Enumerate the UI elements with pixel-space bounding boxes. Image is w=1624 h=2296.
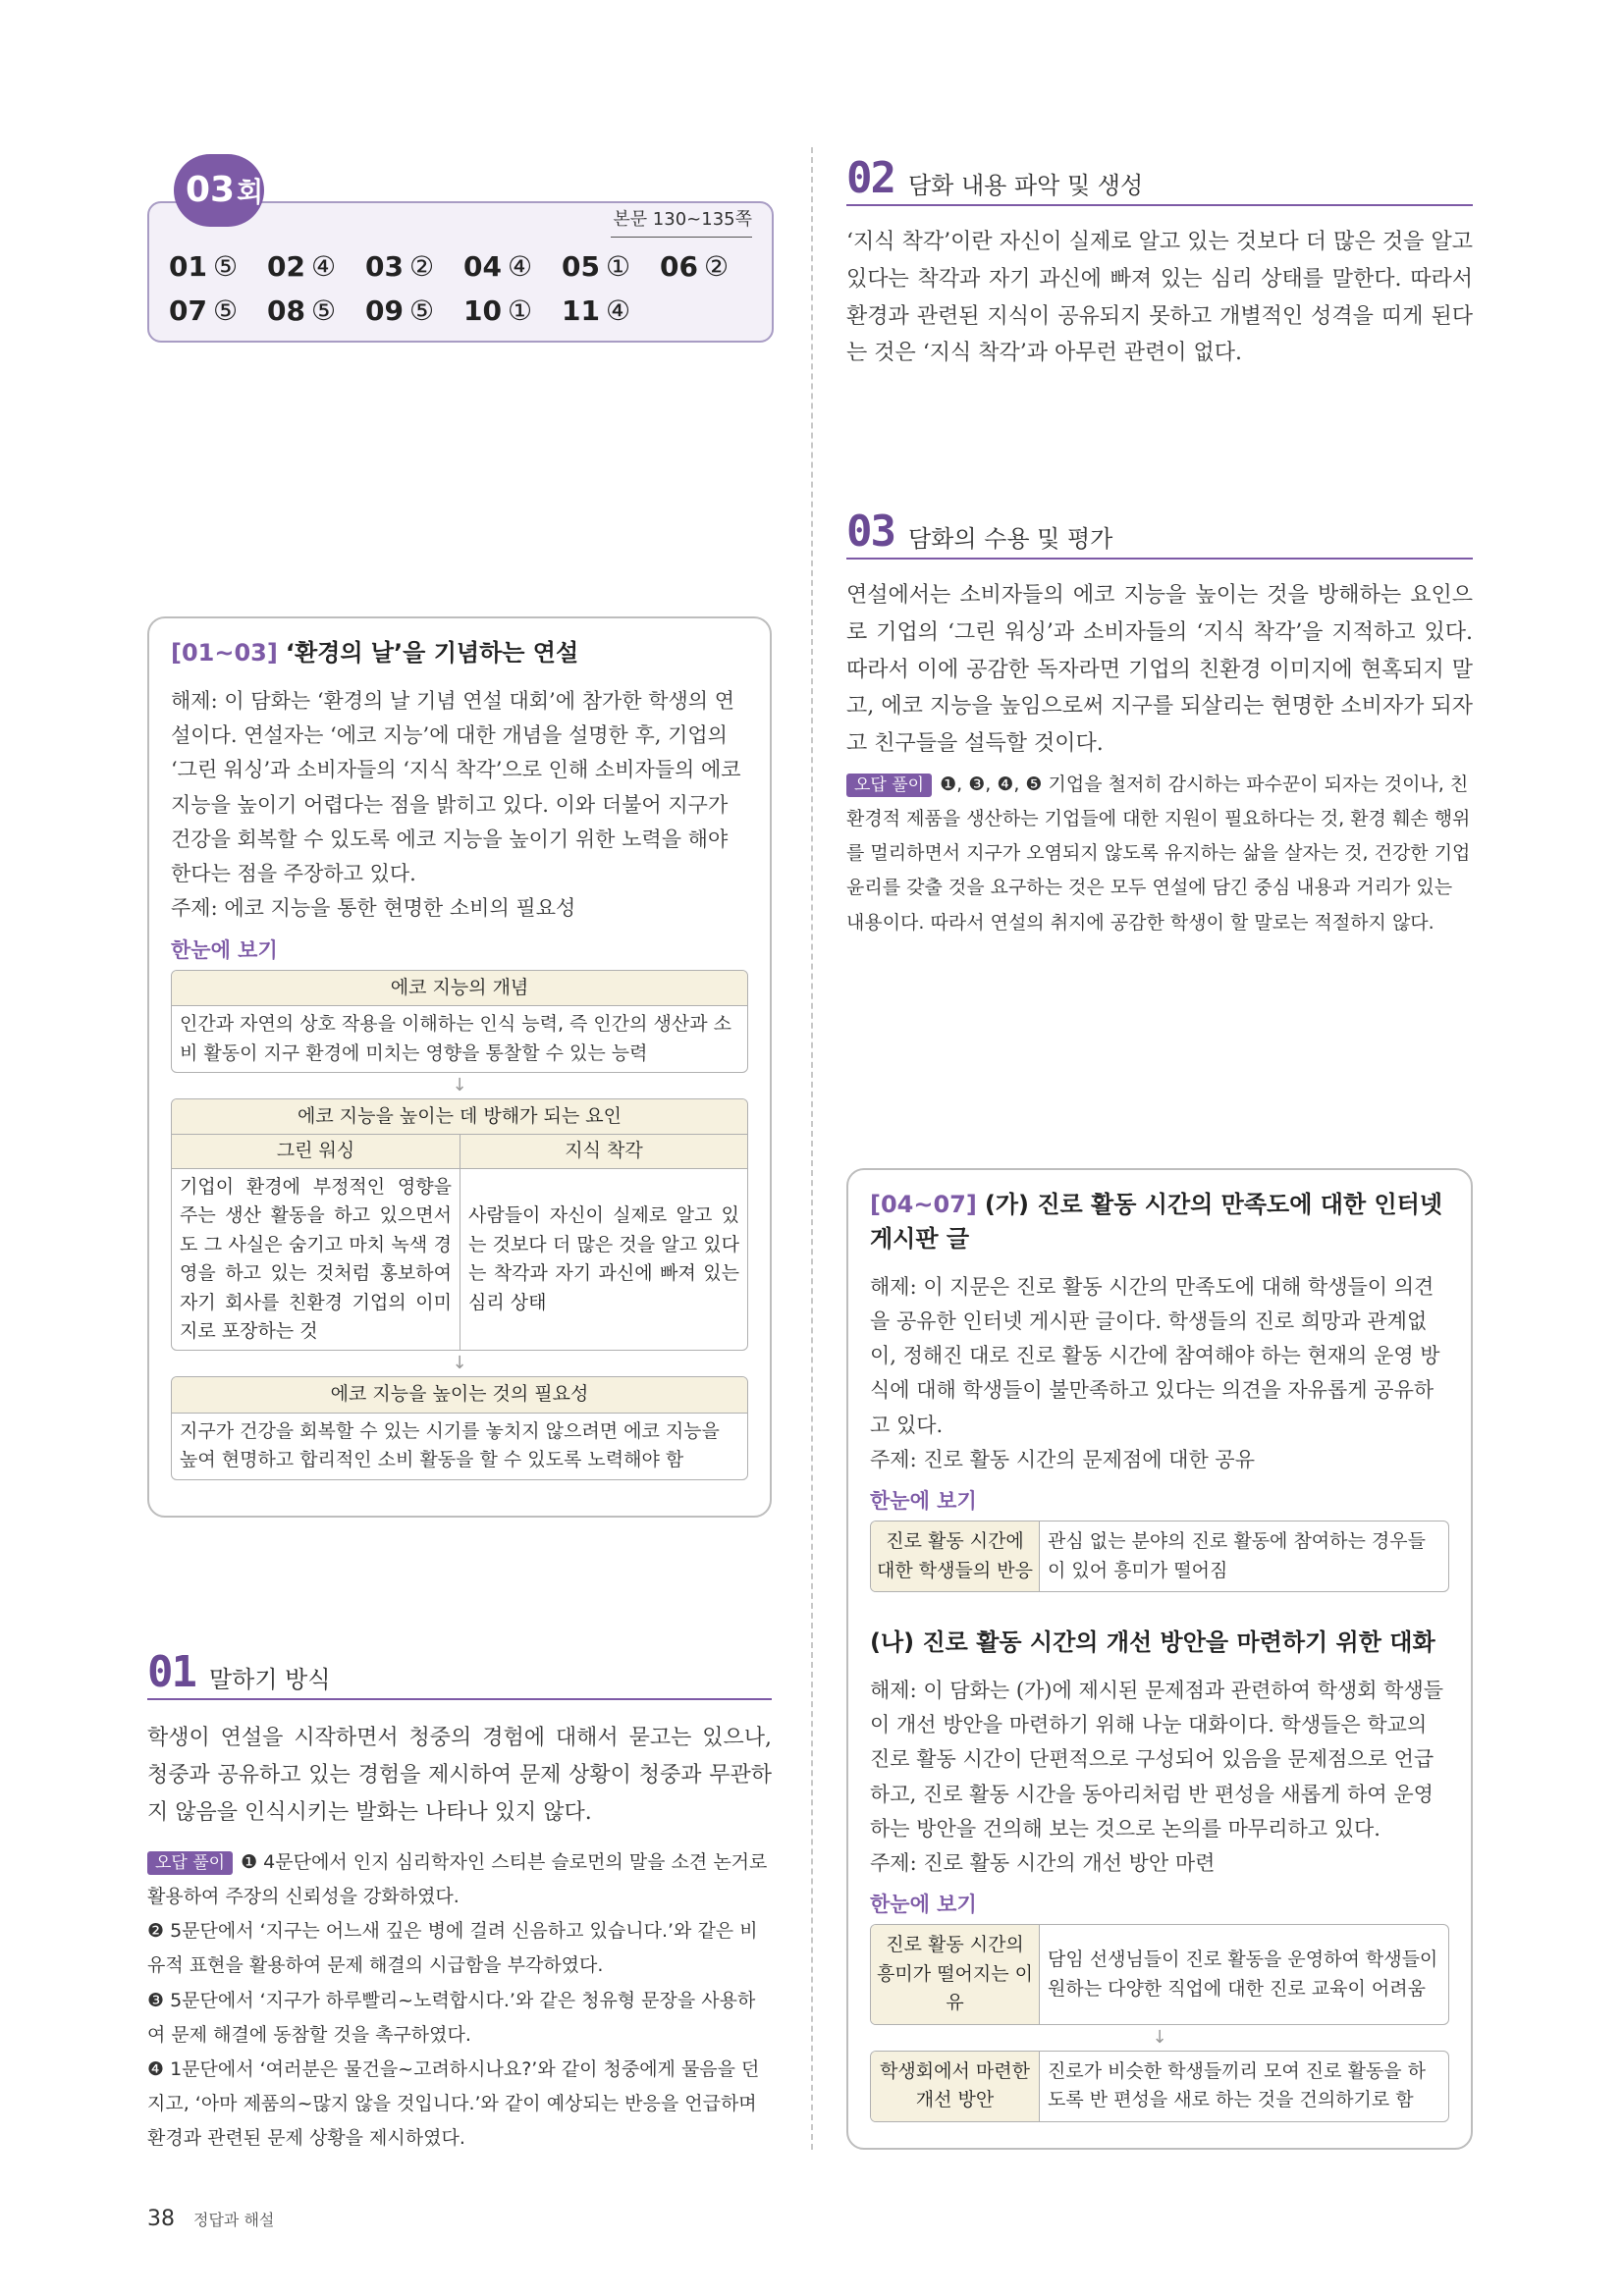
green-washing-body: 기업이 환경에 부정적인 영향을 주는 생산 활동을 하고 있으면서도 그 사실은 숨기고 마치 녹색 경영을 하고 있는 것처럼 홍보하여 자기 회사를 친환경 기업의 이미지로 포장하는 것 [180, 1175, 452, 1343]
necessity-box [171, 1376, 748, 1479]
answer-item [463, 294, 562, 327]
answer-grid [169, 250, 758, 327]
answer-number: 04 [463, 250, 502, 283]
knowledge-illusion-head: 지식 착각 [460, 1135, 747, 1168]
down-arrow-icon: ↓ [452, 1353, 467, 1374]
wrong-answer-line: ❸ 5문단에서 ‘지구가 하루빨리~노력합시다.’와 같은 청유형 문장을 사용하여 문제 해결에 동참할 것을 촉구하였다. [147, 1989, 756, 2046]
answer-choice: ⑤ [408, 294, 435, 327]
passage-theme: 주제: 진로 활동 시간의 문제점에 대한 공유 [870, 1447, 1255, 1471]
answer-item [660, 250, 758, 283]
down-arrow-icon: ↓ [452, 1074, 467, 1095]
answer-choice: ④ [605, 294, 631, 327]
section-title: 담화 내용 파악 및 생성 [907, 172, 1144, 199]
answer-item [169, 250, 267, 283]
section-title: 담화의 수용 및 평가 [907, 525, 1113, 553]
round-number: 03 [186, 170, 236, 210]
passage-theme-2: 주제: 진로 활동 시간의 개선 방안 마련 [870, 1851, 1216, 1876]
answer-choice: ② [703, 250, 730, 283]
answer-choice: ② [408, 250, 435, 283]
passage-title-text: ‘환경의 날’을 기념하는 연설 [285, 639, 579, 667]
at-a-glance-label: 한눈에 보기 [870, 1893, 977, 1917]
answer-choice: ⑤ [212, 294, 239, 327]
answer-number: 11 [562, 294, 600, 327]
section-number: 03 [846, 507, 894, 557]
answer-number: 05 [562, 250, 600, 283]
answer-choice: ⑤ [212, 250, 239, 283]
answer-number: 10 [463, 294, 502, 327]
answer-item [267, 250, 365, 283]
wrong-answer-line: ❷ 5문단에서 ‘지구는 어느새 깊은 병에 걸려 신음하고 있습니다.’와 같은 비유적 표현을 활용하여 문제 해결의 시급함을 부각하였다. [147, 1920, 758, 1977]
section-02-body: ‘지식 착각’이란 자신이 실제로 알고 있는 것보다 더 많은 것을 알고 있다는 착각과 자기 과신에 빠져 있는 심리 상태를 말한다. 따라서 환경과 관련된 지식이 공유되지 못하고 개별적인 성격을 띠게 된다는 것은 ‘지식 착각’과 아무런 관련이 없다. [846, 230, 1473, 366]
page-reference: 본문 130~135쪽 [613, 209, 752, 230]
obstacle-box [171, 1098, 748, 1352]
obstacle-head: 에코 지능을 높이는 데 방해가 되는 요인 [172, 1099, 747, 1135]
section-01-heading [147, 1647, 772, 1700]
improvement-head: 학생회에서 마련한 개선 방안 [871, 2052, 1040, 2121]
passage-title-text: (가) 진로 활동 시간의 만족도에 대한 인터넷 게시판 글 [870, 1191, 1443, 1253]
reason-body: 담임 선생님들이 진로 활동을 운영하여 학생들이 원하는 다양한 직업에 대한 진로 교육이 어려움 [1048, 1949, 1438, 2000]
answer-number: 08 [267, 294, 305, 327]
column-divider [811, 147, 813, 2150]
green-washing-head: 그린 워싱 [172, 1135, 460, 1168]
answer-item [267, 294, 365, 327]
section-02-heading [846, 153, 1473, 206]
wrong-answer-text: ❶ 4문단에서 인지 심리학자인 스티븐 슬로먼의 말을 소견 논거로 활용하여 주장의 신뢰성을 강화하였다. [147, 1851, 768, 1908]
reference-underline [611, 237, 752, 238]
answer-choice: ④ [310, 250, 337, 283]
passage-number: [01~03] [171, 639, 278, 667]
passage-box-04-07 [846, 1168, 1473, 2150]
student-reaction-body: 관심 없는 분야의 진로 활동에 참여하는 경우들이 있어 흥미가 떨어짐 [1048, 1530, 1426, 1581]
section-01-wrong-answers [147, 1845, 772, 2156]
passage-title [171, 636, 748, 670]
student-reaction-table [870, 1521, 1449, 1592]
answer-item [365, 294, 463, 327]
section-number: 01 [147, 1647, 195, 1697]
improvement-table [870, 2051, 1449, 2122]
section-title: 말하기 방식 [208, 1666, 331, 1693]
at-a-glance-label: 한눈에 보기 [870, 1489, 977, 1514]
passage-box-01-03 [147, 616, 772, 1518]
necessity-head: 에코 지능을 높이는 것의 필요성 [172, 1377, 747, 1413]
at-a-glance-label: 한눈에 보기 [171, 937, 278, 962]
reason-head: 진로 활동 시간의 흥미가 떨어지는 이유 [871, 1925, 1040, 2023]
section-01-body: 학생이 연설을 시작하면서 청중의 경험에 대해서 묻고는 있으나, 청중과 공유하고 있는 경험을 제시하여 문제 상황이 청중과 무관하지 않음을 인식시키는 발화는 나타나 있지 않다. [147, 1726, 772, 1825]
eco-concept-box [171, 970, 748, 1073]
wrong-answer-text: ❶, ❸, ❹, ❺ 기업을 철저히 감시하는 파수꾼이 되자는 것이나, 친환경적 제품을 생산하는 기업들에 대한 지원이 필요하다는 것, 환경 훼손 행위를 멀리하면서 지구가 오염되지 않도록 유지하는 삶을 살자는 것, 건강한 기업 윤리를 갖출 것을 요구하는 것은 모두 연설에 담긴 중심 내용과 거리가 있는 내용이다. 따라서 연설의 취지에 공감한 학생이 할 말로는 적절하지 않다. [846, 774, 1471, 934]
wrong-answer-line: ❹ 1문단에서 ‘여러분은 물건을~고려하시나요?’와 같이 청중에게 물음을 던지고, ‘아마 제품의~많지 않을 것입니다.’와 같이 예상되는 반응을 언급하며 환경과 관련된 문제 상황을 제시하였다. [147, 2057, 760, 2150]
round-suffix: 회 [237, 176, 264, 208]
answer-choice: ① [605, 250, 631, 283]
round-badge [174, 154, 264, 227]
answer-key-box [147, 170, 774, 343]
answer-choice: ④ [507, 250, 533, 283]
answer-item [562, 294, 660, 327]
answer-number: 03 [365, 250, 404, 283]
wrong-answer-line [147, 1845, 772, 1914]
knowledge-illusion-body: 사람들이 자신이 실제로 알고 있는 것보다 더 많은 것을 알고 있다는 착각과 자기 과신에 빠져 있는 심리 상태 [460, 1169, 747, 1351]
passage-summary: 해제: 이 담화는 ‘환경의 날 기념 연설 대회’에 참가한 학생의 연설이다. 연설자는 ‘에코 지능’에 대한 개념을 설명한 후, 기업의 ‘그린 워싱’과 소비자들의 ‘지식 착각’으로 인해 소비자들의 에코 지능을 높이기 어렵다는 점을 밝히고 있다. 이와 더불어 지구가 건강을 회복할 수 있도록 에코 지능을 높이기 위한 노력을 해야 한다는 점을 주장하고 있다. [171, 688, 741, 886]
footer-label: 정답과 해설 [193, 2211, 275, 2229]
passage-summary-2: 해제: 이 담화는 (가)에 제시된 문제점과 관련하여 학생회 학생들이 개선 방안을 마련하기 위해 나눈 대화이다. 학생들은 학교의 진로 활동 시간이 단편적으로 구성되어 있음을 문제점으로 언급하고, 진로 활동 시간을 동아리처럼 반 편성을 새롭게 하여 운영하는 방안을 건의해 보는 것으로 논의를 마무리하고 있다. [870, 1678, 1444, 1841]
obstacle-table [172, 1135, 747, 1350]
passage-subtitle: (나) 진로 활동 시간의 개선 방안을 마련하기 위한 대화 [870, 1629, 1435, 1657]
answer-item [463, 250, 562, 283]
answer-choice: ⑤ [310, 294, 337, 327]
eco-concept-head: 에코 지능의 개념 [172, 971, 747, 1006]
necessity-body: 지구가 건강을 회복할 수 있는 시기를 놓치지 않으려면 에코 지능을 높여 현명하고 합리적인 소비 활동을 할 수 있도록 노력해야 함 [180, 1419, 720, 1471]
wrong-answer-badge: 오답 풀이 [147, 1851, 233, 1875]
answer-number: 09 [365, 294, 404, 327]
section-03-body: 연설에서는 소비자들의 에코 지능을 높이는 것을 방해하는 요인으로 기업의 ‘그린 워싱’과 소비자들의 ‘지식 착각’을 지적하고 있다. 따라서 이에 공감한 독자라면 기업의 친환경 이미지에 현혹되지 말고, 에코 지능을 높임으로써 지구를 되살리는 현명한 소비자가 되자고 친구들을 설득할 것이다. [846, 583, 1473, 757]
down-arrow-icon: ↓ [1152, 2026, 1167, 2048]
answer-choice: ① [507, 294, 533, 327]
answer-number: 07 [169, 294, 207, 327]
wrong-answer-line [846, 768, 1473, 940]
student-reaction-head: 진로 활동 시간에 대한 학생들의 반응 [871, 1522, 1040, 1591]
section-03-heading [846, 507, 1473, 560]
answer-number: 06 [660, 250, 698, 283]
section-number: 02 [846, 153, 894, 203]
eco-concept-body: 인간과 자연의 상호 작용을 이해하는 인식 능력, 즉 인간의 생산과 소비 활동이 지구 환경에 미치는 영향을 통찰할 수 있는 능력 [180, 1013, 731, 1064]
answer-item [562, 250, 660, 283]
answer-number: 01 [169, 250, 207, 283]
answer-number: 02 [267, 250, 305, 283]
passage-summary: 해제: 이 지문은 진로 활동 시간의 만족도에 대해 학생들이 의견을 공유한 인터넷 게시판 글이다. 학생들의 진로 희망과 관계없이, 정해진 대로 진로 활동 시간에 참여해야 하는 현재의 운영 방식에 대해 학생들이 불만족하고 있다는 의견을 자유롭게 공유하고 있다. [870, 1274, 1440, 1437]
passage-theme: 주제: 에코 지능을 통한 현명한 소비의 필요성 [171, 896, 576, 921]
passage-number: [04~07] [870, 1191, 977, 1218]
wrong-answer-badge: 오답 풀이 [846, 774, 932, 797]
page-number: 38 [147, 2207, 175, 2231]
answer-item [365, 250, 463, 283]
page-footer [147, 2207, 274, 2231]
passage-title [870, 1188, 1449, 1256]
section-03-wrong-answers [846, 768, 1473, 940]
reason-table [870, 1924, 1449, 2024]
answer-item [169, 294, 267, 327]
improvement-body: 진로가 비슷한 학생들끼리 모여 진로 활동을 하도록 반 편성을 새로 하는 것을 건의하기로 함 [1048, 2059, 1426, 2111]
